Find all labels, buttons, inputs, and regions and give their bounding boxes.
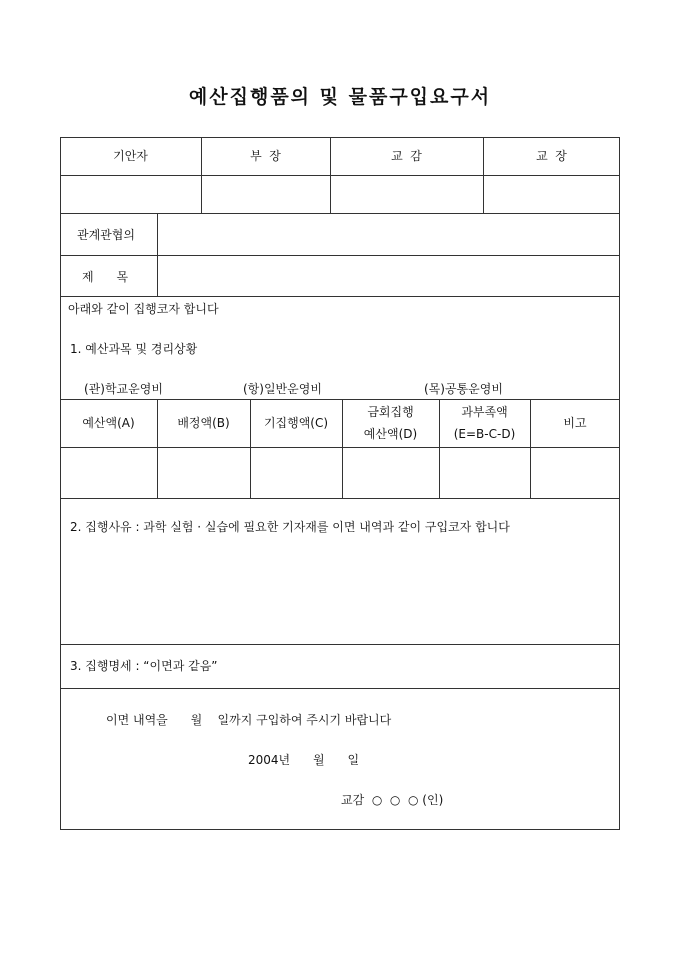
header-executed: 기집행액(C) xyxy=(263,416,329,430)
header-budget: 예산액(A) xyxy=(82,416,135,430)
request-text: 이면 내역을 월 일까지 구입하여 주시기 바랍니다 xyxy=(106,713,392,727)
header-shortage-2: (E=B-C-D) xyxy=(453,427,516,441)
divider xyxy=(60,213,620,214)
divider xyxy=(60,688,620,689)
divider xyxy=(60,447,620,448)
header-shortage-1: 과부족액 xyxy=(461,405,508,419)
dept-head-label: 부 장 xyxy=(250,149,281,163)
principal-label: 교 장 xyxy=(536,149,567,163)
document-title: 예산집행품의 및 물품구입요구서 xyxy=(188,86,492,108)
header-allocated: 배정액(B) xyxy=(177,416,230,430)
divider xyxy=(250,399,251,498)
signature-text: 교감 ○ ○ ○ (인) xyxy=(341,793,444,807)
budget-gwan: (관)학교운영비 xyxy=(84,382,163,396)
subject-label: 제 목 xyxy=(82,270,129,284)
budget-mok: (목)공통운영비 xyxy=(424,382,503,396)
divider xyxy=(60,255,620,256)
consult-label: 관계관협의 xyxy=(77,228,135,242)
section1-heading: 1. 예산과목 및 경리상황 xyxy=(70,342,198,356)
section3-text: 3. 집행명세 : “이면과 같음” xyxy=(70,659,218,673)
divider xyxy=(60,644,620,645)
header-current-2: 예산액(D) xyxy=(363,427,418,441)
budget-hang: (항)일반운영비 xyxy=(243,382,322,396)
section2-text: 2. 집행사유 : 과학 실험 · 실습에 필요한 기자재를 이면 내역과 같이 구입코자 합니다 xyxy=(70,520,510,534)
divider xyxy=(530,399,531,498)
header-current-1: 금회집행 xyxy=(367,405,414,419)
divider xyxy=(157,213,158,296)
divider xyxy=(60,399,620,400)
intro-text: 아래와 같이 집행코자 합니다 xyxy=(68,302,219,316)
divider xyxy=(157,399,158,498)
drafter-label: 기안자 xyxy=(113,149,148,163)
divider xyxy=(60,296,620,297)
header-remarks: 비고 xyxy=(563,416,587,430)
divider xyxy=(60,498,620,499)
divider xyxy=(60,175,620,176)
date-text: 2004년 월 일 xyxy=(248,753,360,767)
vice-principal-label: 교 감 xyxy=(391,149,422,163)
